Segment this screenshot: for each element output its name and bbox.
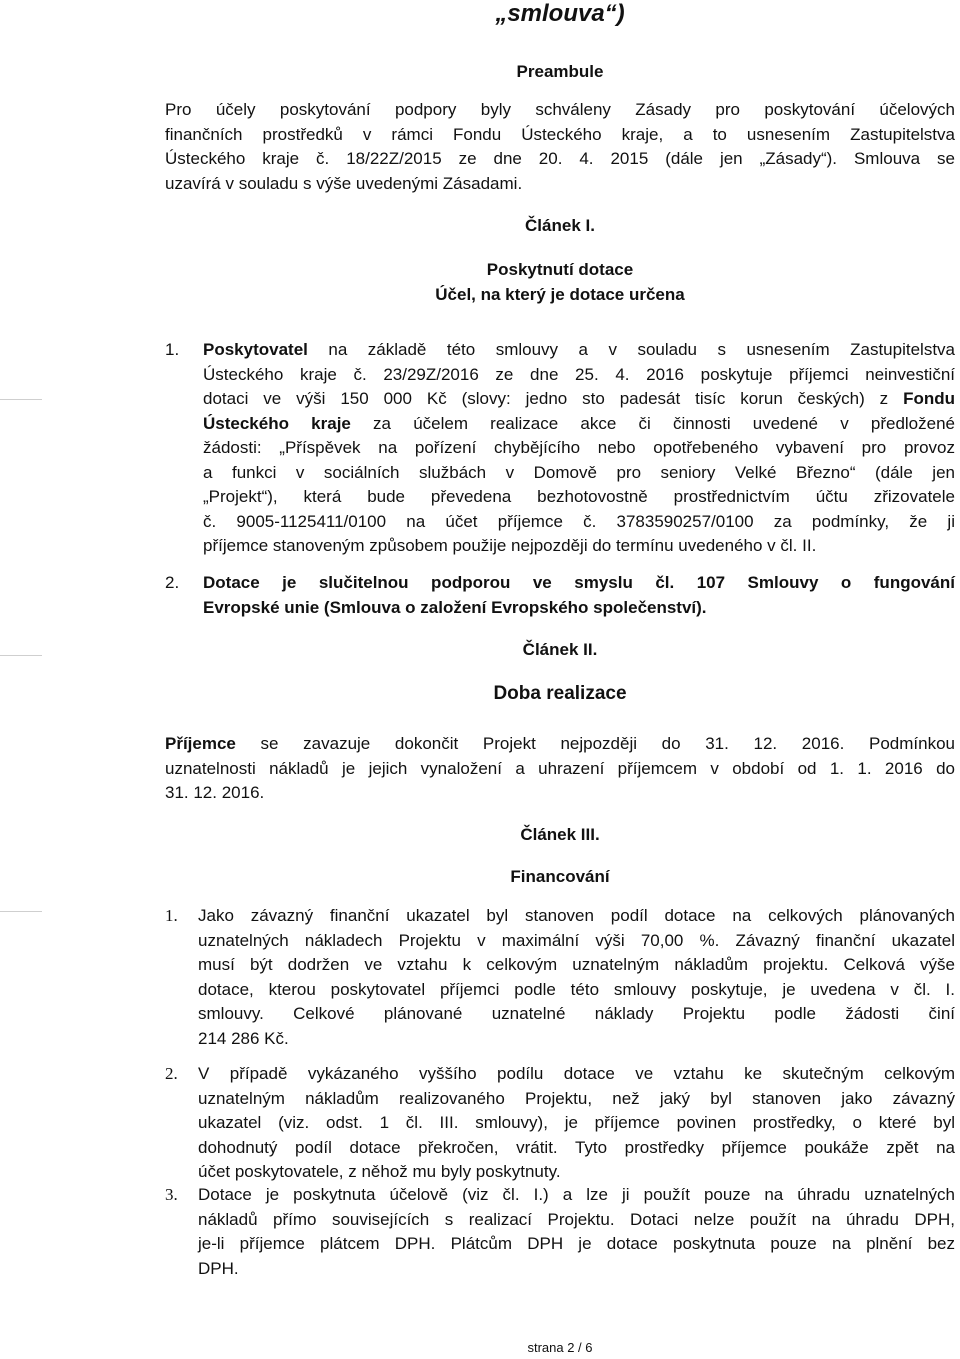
- item-line: Jako závazný finanční ukazatel byl stanoven podíl dotace na celkových plánovaných: [198, 906, 955, 925]
- preamble-line: finančních prostředků v rámci Fondu Ústeckého kraje, a to usnesením Zastupitelstva: [165, 124, 955, 144]
- item-line: č. 9005-1125411/0100 na účet příjemce č. 3783590257/0100 za podmínky, že ji: [203, 511, 955, 531]
- page-number-footer: strana 2 / 6: [527, 1340, 593, 1355]
- item-line: 214 286 Kč.: [198, 1028, 289, 1048]
- preamble-line: Pro účely poskytování podpory byly schváleny Zásady pro poskytování účelových: [165, 100, 955, 119]
- fund-bold: Fondu: [903, 389, 955, 408]
- item-line: účet poskytovatele, z něhož mu byly poskytnuty.: [198, 1162, 561, 1181]
- article2-paragraph: [165, 732, 955, 806]
- article1-subheading: Poskytnutí dotace: [486, 260, 634, 279]
- article2-heading: Článek II.: [522, 640, 598, 659]
- paragraph-text: se zavazuje dokončit Projekt nejpozději do 31. 12. 2016. Podmínkou: [235, 734, 955, 753]
- item-line: musí být dodržen ve vztahu k celkovým uznatelným nákladům projektu. Celková výše: [198, 955, 955, 974]
- item-line: [203, 412, 955, 437]
- item-line: Evropské unie (Smlouva o založení Evropského společenství).: [203, 597, 707, 617]
- preamble-line: uzavírá v souladu s výše uvedenými Zásadami.: [165, 173, 523, 193]
- item-line: ukazatel (viz. odst. 1 čl. III. smlouvy), je příjemce povinen prostředky, o které byl: [198, 1113, 955, 1132]
- item-line: [203, 338, 955, 363]
- article1-item2: [203, 571, 955, 620]
- margin-mark: [0, 911, 42, 912]
- item-line: žádosti: „Příspěvek na pořízení chybějícího nebo opotřebeného vybavení pro provoz: [203, 438, 955, 457]
- recipient-bold: Příjemce: [165, 734, 236, 753]
- header-title: „smlouva“): [495, 0, 625, 27]
- item-number: 3.: [165, 1185, 178, 1204]
- provider-bold: Poskytovatel: [203, 340, 308, 359]
- margin-mark: [0, 399, 42, 400]
- item-number: 1.: [165, 340, 180, 359]
- paragraph-line: uznatelnosti nákladů je jejich vynaložení a uhrazení příjemcem v období od 1. 1. 2016 do: [165, 758, 955, 778]
- paragraph-line: 31. 12. 2016.: [165, 783, 265, 802]
- article3-item3: [198, 1183, 955, 1281]
- item-number: 2.: [165, 573, 180, 592]
- article1-purpose-subheading: Účel, na který je dotace určena: [435, 285, 685, 304]
- article3-subheading: Financování: [510, 867, 610, 886]
- item-line: příjemce stanoveným způsobem použije nejpozději do termínu uvedeného v čl. II.: [203, 536, 817, 555]
- item-line: V případě vykázaného vyššího podílu dotace ve vztahu ke skutečným celkovým: [198, 1064, 955, 1083]
- article2-subheading: Doba realizace: [493, 683, 627, 704]
- item-number: 1.: [165, 906, 178, 925]
- item-line: DPH.: [198, 1258, 239, 1278]
- item-line: dotace, kterou poskytovatel příjemci podle této smlouvy poskytuje, je uvedena v čl. I.: [198, 979, 955, 999]
- item-number: 2.: [165, 1064, 178, 1083]
- article3-heading: Článek III.: [520, 825, 600, 844]
- item-text: na základě této smlouvy a v souladu s usnesením Zastupitelstva: [307, 340, 955, 359]
- item-line: smlouvy. Celkové plánované uznatelné náklady Projektu podle žádosti činí: [198, 1004, 955, 1023]
- article3-item2: [198, 1062, 955, 1185]
- item-line: uznatelných nákladech Projektu v maximální výši 70,00 %. Závazný finanční ukazatel: [198, 930, 955, 950]
- item-line: uznatelným nákladům realizovaného Projektu, než jaký byl stanoven jako závazný: [198, 1088, 955, 1108]
- item-line: nákladů přímo souvisejících s realizací Projektu. Dotaci nelze použít na úhradu DPH,: [198, 1209, 955, 1229]
- region-bold: Ústeckého kraje: [203, 413, 351, 433]
- item-text: dotaci ve výši 150 000 Kč (slovy: jedno sto padesát tisíc korun českých) z: [203, 389, 904, 408]
- article1-item1: [203, 338, 955, 559]
- article1-heading: Článek I.: [525, 216, 595, 235]
- item-line: dohodnutý podíl dotace překročen, vrátit. Tyto prostředky příjemce poukáže zpět na: [198, 1137, 955, 1157]
- item-line: „Projekt“), která bude převedena bezhotovostně prostřednictvím účtu zřizovatele: [203, 487, 955, 506]
- item-line: a funkci v sociálních službách v Domově pro seniory Velké Březno“ (dále jen: [203, 462, 955, 482]
- item-line: Dotace je slučitelnou podporou ve smyslu čl. 107 Smlouvy o fungování: [203, 573, 955, 592]
- item-line: Ústeckého kraje č. 23/29Z/2016 ze dne 25. 4. 2016 poskytuje příjemci neinvestiční: [203, 364, 955, 384]
- item-text: za účelem realizace akce či činnosti uvedené v předložené: [350, 413, 955, 433]
- preamble-line: Ústeckého kraje č. 18/22Z/2015 ze dne 20. 4. 2015 (dále jen „Zásady“). Smlouva se: [165, 149, 955, 168]
- item-line: je-li příjemce plátcem DPH. Plátcům DPH je dotace poskytnuta pouze na plnění bez: [198, 1234, 955, 1253]
- article3-item1: [198, 904, 955, 1051]
- item-line: Dotace je poskytnuta účelově (viz čl. I.) a lze ji použít pouze na úhradu uznatelných: [198, 1185, 955, 1204]
- preamble-paragraph: [165, 98, 955, 196]
- paragraph-line: [165, 732, 955, 757]
- item-line: [203, 387, 955, 412]
- preamble-heading: Preambule: [516, 62, 604, 81]
